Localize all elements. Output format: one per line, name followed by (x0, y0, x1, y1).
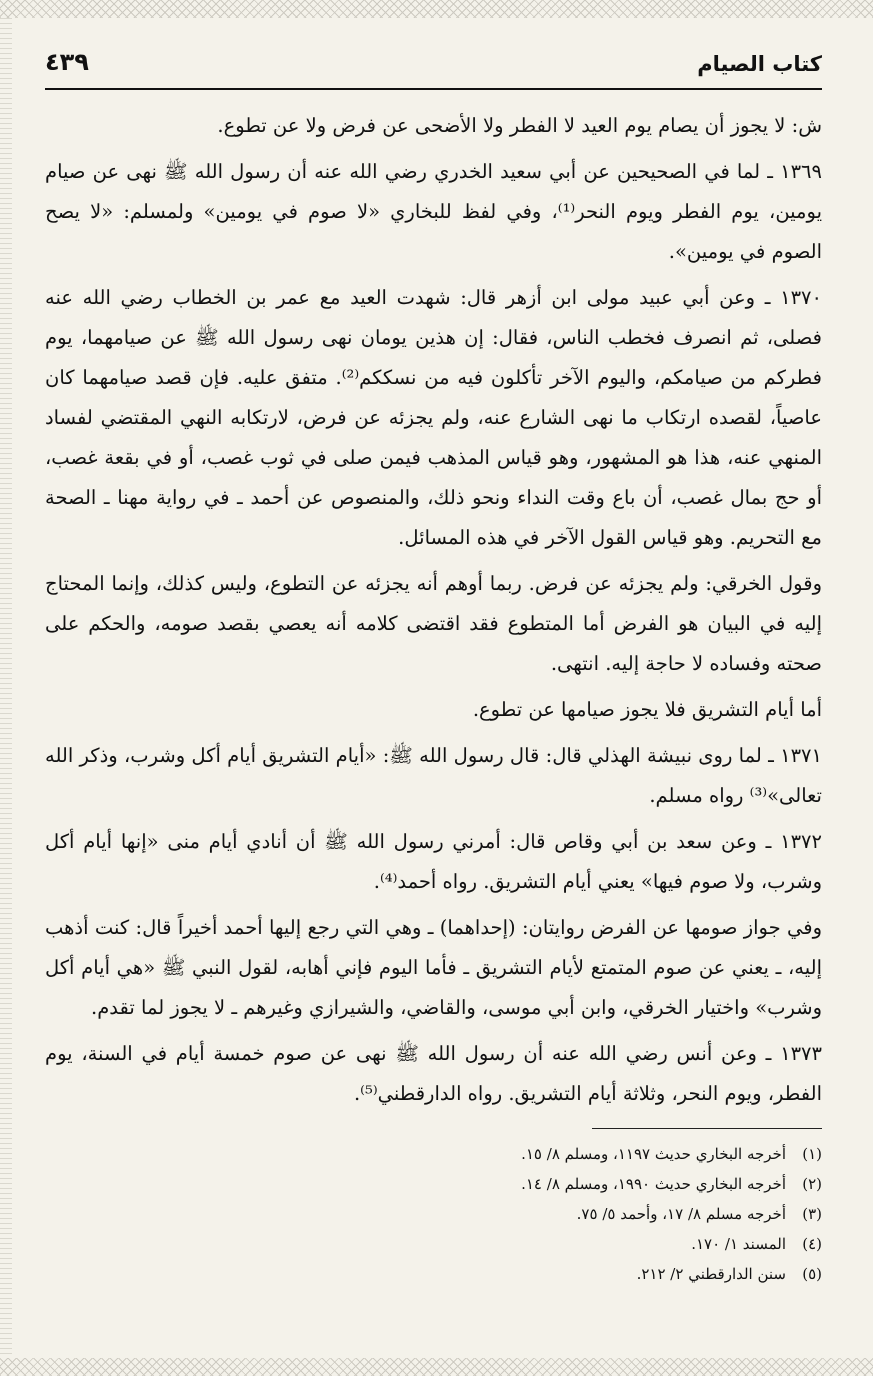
footnote-number: (١) (802, 1145, 822, 1163)
footnote-divider (592, 1128, 822, 1129)
footnote-text: سنن الدارقطني ٢/ ٢١٢. (636, 1265, 786, 1283)
footnote (45, 1169, 822, 1199)
footnote-text: أخرجه مسلم ٨/ ١٧، وأحمد ٥/ ٧٥. (576, 1205, 786, 1223)
paragraph: ١٣٧٣ ـ وعن أنس رضي الله عنه أن رسول الله ﷺ نهى عن صوم خمسة أيام في السنة، يوم الفطر، ويوم النحر، وثلاثة أيام التشريق. رواه الدارقطني⁽⁵⁾. (45, 1042, 822, 1105)
paragraph: ١٣٧٢ ـ وعن سعد بن أبي وقاص قال: أمرني رسول الله ﷺ أن أنادي أيام منى «إنها أيام أكل وشرب، ولا صوم فيها» يعني أيام التشريق. رواه أحمد⁽⁴⁾. (45, 830, 822, 893)
footnote (45, 1259, 822, 1289)
decorative-border-left (0, 18, 12, 1358)
paragraph: ش: لا يجوز أن يصام يوم العيد لا الفطر ولا الأضحى عن فرض ولا عن تطوع. (217, 114, 822, 137)
footnote-number: (٤) (802, 1235, 822, 1253)
running-title: كتاب الصيام (697, 52, 822, 76)
paragraph: وقول الخرقي: ولم يجزئه عن فرض. ربما أوهم أنه يجزئه عن التطوع، وليس كذلك، وإنما المحتاج إليه في البيان هو الفرض أما المتطوع فقد اقتضى كلامه أنه يعصي بقصد صومه، والحكم على صحته وفساده لا حاجة إليه. انتهى. (45, 572, 822, 675)
book-page (45, 40, 822, 1360)
footnote (45, 1199, 822, 1229)
page-number: ٤٣٩ (45, 48, 89, 76)
footnote-number: (٢) (802, 1175, 822, 1193)
paragraph: ١٣٧٠ ـ وعن أبي عبيد مولى ابن أزهر قال: شهدت العيد مع عمر بن الخطاب رضي الله عنه فصلى، ثم انصرف فخطب الناس، فقال: إن هذين يومان نهى رسول الله ﷺ عن صيامهما، يوم فطركم من صيامكم، واليوم الآخر تأكلون فيه من نسككم⁽²⁾. متفق عليه. فإن قصد صيامهما كان عاصياً، لقصده ارتكاب ما نهى الشارع عنه، ولم يجزئه عن فرض، لارتكابه النهي المقتضي لفساد المنهي عنه، هذا هو المشهور، وهو قياس المذهب فيمن صلى في ثوب غصب، أو في بقعة غصب، أو حج بمال غصب، أن باع وقت النداء ونحو ذلك، والمنصوص عن أحمد ـ في رواية مهنا ـ الصحة مع التحريم. وهو قياس القول الآخر في هذه المسائل. (45, 286, 822, 549)
footnote-text: المسند ١/ ١٧٠. (691, 1235, 786, 1253)
page-header (45, 40, 822, 90)
footnote-text: أخرجه البخاري حديث ١١٩٧، ومسلم ٨/ ١٥. (521, 1145, 786, 1163)
paragraph: وفي جواز صومها عن الفرض روايتان: (إحداهما) ـ وهي التي رجع إليها أحمد أخيراً قال: كنت أذهب إليه، ـ يعني عن صوم المتمتع لأيام التشريق ـ فأما اليوم فإني أهابه، لقول النبي ﷺ «هي أيام أكل وشرب» واختيار الخرقي، وابن أبي موسى، والقاضي، والشيرازي وغيرهم ـ لا يجوز لما تقدم. (45, 916, 822, 1019)
footnote-number: (٥) (802, 1265, 822, 1283)
paragraph: ١٣٦٩ ـ لما في الصحيحين عن أبي سعيد الخدري رضي الله عنه أن رسول الله ﷺ نهى عن صيام يومين، يوم الفطر ويوم النحر⁽¹⁾، وفي لفظ للبخاري «لا صوم في يومين» ولمسلم: «لا يصح الصوم في يومين». (45, 160, 822, 263)
footnotes (45, 1139, 822, 1289)
decorative-border-top (0, 0, 873, 18)
decorative-border-bottom (0, 1358, 873, 1376)
paragraph: ١٣٧١ ـ لما روى نبيشة الهذلي قال: قال رسول الله ﷺ: «أيام التشريق أيام أكل وشرب، وذكر الله تعالى»⁽³⁾ رواه مسلم. (45, 744, 822, 807)
footnote-number: (٣) (802, 1205, 822, 1223)
footnote (45, 1139, 822, 1169)
paragraph: أما أيام التشريق فلا يجوز صيامها عن تطوع. (472, 698, 822, 721)
footnote (45, 1229, 822, 1259)
footnote-text: أخرجه البخاري حديث ١٩٩٠، ومسلم ٨/ ١٤. (521, 1175, 786, 1193)
main-text (45, 106, 822, 1114)
